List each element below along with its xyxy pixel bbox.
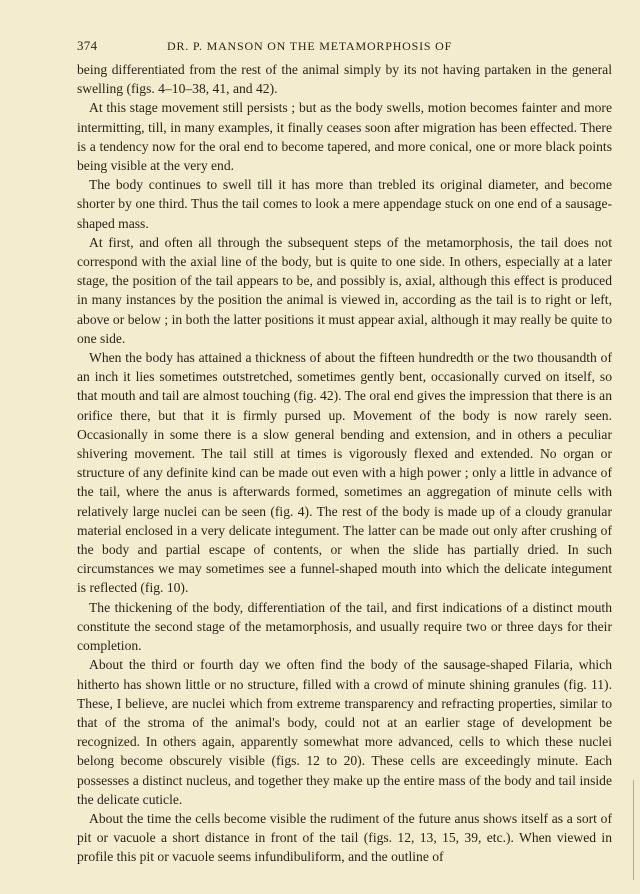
paragraph: At this stage movement still persists ; but as the body swells, motion becomes fainter and more intermitting, till, in many examples, it finally ceases soon after migration has been effected. There is a tendency now for the oral end to become tapered, and more conical, one or more black points being visible at the very end. (77, 100, 612, 174)
paragraph: About the time the cells become visible the rudiment of the future anus shows itself as a sort of pit or vacuole a short distance in front of the tail (figs. 12, 13, 15, 39, etc.). When viewed in profile this pit or vacuole seems infundibuliform, and the outline of (77, 810, 612, 865)
paragraph: When the body has attained a thickness of about the fifteen hundredth or the two thousandth of an inch it lies sometimes outstretched, sometimes gently bent, occasionally curved on itself, so that mouth and tail are almost touching (fig. 42). The oral end gives the impression that there is an orifice there, but that it is firmly pursed up. Movement of the body is now rarely seen. Occasionally in some there is a slow general bending and extension, and in others a peculiar shivering movement. The tail still at times is vigorously flexed and extended. No organ or structure of any definite kind can be made out even with a high power ; only a little in advance of the tail, where the anus is afterwards formed, sometimes an aggregation of minute cells with relatively large nuclei can be seen (fig. 4). The rest of the body is made up of a cloudy granular material enclosed in a very delicate integument. The latter can be made out only after crushing of the body and partial escape of contents, or when the slide has partially dried. In such circumstances we may sometimes see a funnel-shaped mouth into which the delicate integument is reflected (fig. 10). (77, 350, 612, 596)
paragraph: At first, and often all through the subsequent steps of the metamorphosis, the tail does not correspond with the axial line of the body, but is quite to one side. In others, especially at a later stage, the position of the tail appears to be, and possibly is, axial, although this effect is produced in many instances by the position the animal is viewed in, according as the tail is to right or left, above or below ; in both the latter positions it must appear axial, although it may really be quite to one side. (77, 234, 612, 346)
page-number: 374 (77, 38, 98, 53)
body-text (77, 60, 612, 867)
paragraph: About the third or fourth day we often find the body of the sausage-shaped Filaria, which hitherto has shown little or no structure, filled with a crowd of minute shining granules (fig. 11). These, I believe, are nuclei which from extreme transparency and refracting properties, similar to that of the stroma of the animal's body, could not at an earlier stage of development be recognized. In others again, apparently somewhat more advanced, cells to which these nuclei belong become obscurely visible (figs. 12 to 20). These cells are exceedingly minute. Each possesses a distinct nucleus, and together they make up the entire mass of the body and tail inside the delicate cuticle. (77, 657, 612, 807)
paragraph: The body continues to swell till it has more than trebled its original diameter, and become shorter by one third. Thus the tail comes to look a mere appendage stuck on one end of a sausage-shaped mass. (77, 177, 612, 231)
paragraph: The thickening of the body, differentiation of the tail, and first indications of a distinct mouth constitute the second stage of the metamorphosis, and usually require two or three days for their completion. (77, 599, 612, 654)
paragraph: being differentiated from the rest of the animal simply by its not having partaken in the general swelling (figs. 4–10–38, 41, and 42). (77, 62, 612, 97)
running-header (77, 38, 612, 60)
running-title: DR. P. MANSON ON THE METAMORPHOSIS OF (167, 39, 453, 53)
page-edge-mark (625, 780, 634, 880)
